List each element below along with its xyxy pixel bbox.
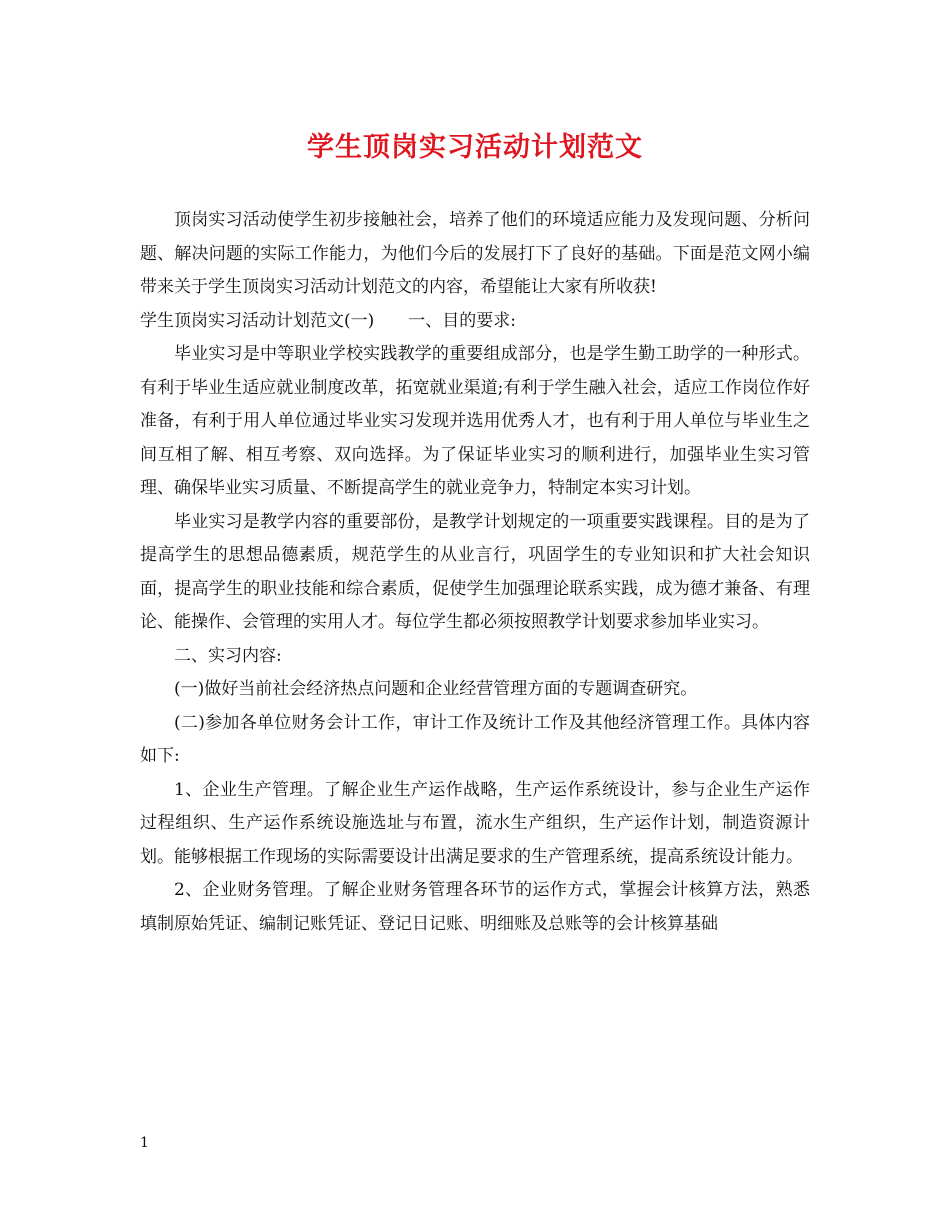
paragraph-item-two: (二)参加各单位财务会计工作，审计工作及统计工作及其他经济管理工作。具体内容如下:: [140, 712, 810, 766]
document-title: 学生顶岗实习活动计划范文: [307, 132, 643, 163]
paragraph-section-heading: 学生顶岗实习活动计划范文(一) 一、目的要求:: [140, 310, 516, 331]
paragraph-importance: 毕业实习是教学内容的重要部份，是教学计划规定的一项重要实践课程。目的是为了提高学生的思想品德素质，规范学生的从业言行，巩固学生的专业知识和扩大社会知识面，提高学生的职业技能和综合素质，促使学生加强理论联系实践，成为德才兼备、有理论、能操作、会管理的实用人才。每位学生都必须按照教学计划要求参加毕业实习。: [140, 511, 810, 632]
page-number: 1: [140, 1135, 149, 1151]
paragraph-financial-management: 2、企业财务管理。了解企业财务管理各环节的运作方式，掌握会计核算方法，熟悉填制原始凭证、编制记账凭证、登记日记账、明细账及总账等的会计核算基础: [140, 880, 810, 934]
document-body: [140, 204, 810, 941]
paragraph-item-one: (一)做好当前社会经济热点问题和企业经营管理方面的专题调查研究。: [174, 679, 698, 699]
paragraph-production-management: 1、企业生产管理。了解企业生产运作战略，生产运作系统设计，参与企业生产运作过程组织、生产运作系统设施选址与布置，流水生产组织，生产运作计划，制造资源计划。能够根据工作现场的实际需要设计出满足要求的生产管理系统，提高系统设计能力。: [140, 779, 810, 867]
paragraph-content-heading: 二、实习内容:: [174, 645, 282, 666]
paragraph-purpose: 毕业实习是中等职业学校实践教学的重要组成部分，也是学生勤工助学的一种形式。有利于毕业生适应就业制度改革，拓宽就业渠道;有利于学生融入社会，适应工作岗位作好准备，有利于用人单位通过毕业实习发现并选用优秀人才，也有利于用人单位与毕业生之间互相了解、相互考察、双向选择。为了保证毕业实习的顺利进行，加强毕业生实习管理、确保毕业实习质量、不断提高学生的就业竞争力，特制定本实习计划。: [140, 344, 810, 498]
paragraph-intro: 顶岗实习活动使学生初步接触社会，培养了他们的环境适应能力及发现问题、分析问题、解决问题的实际工作能力，为他们今后的发展打下了良好的基础。下面是范文网小编带来关于学生顶岗实习活动计划范文的内容，希望能让大家有所收获!: [140, 210, 810, 297]
